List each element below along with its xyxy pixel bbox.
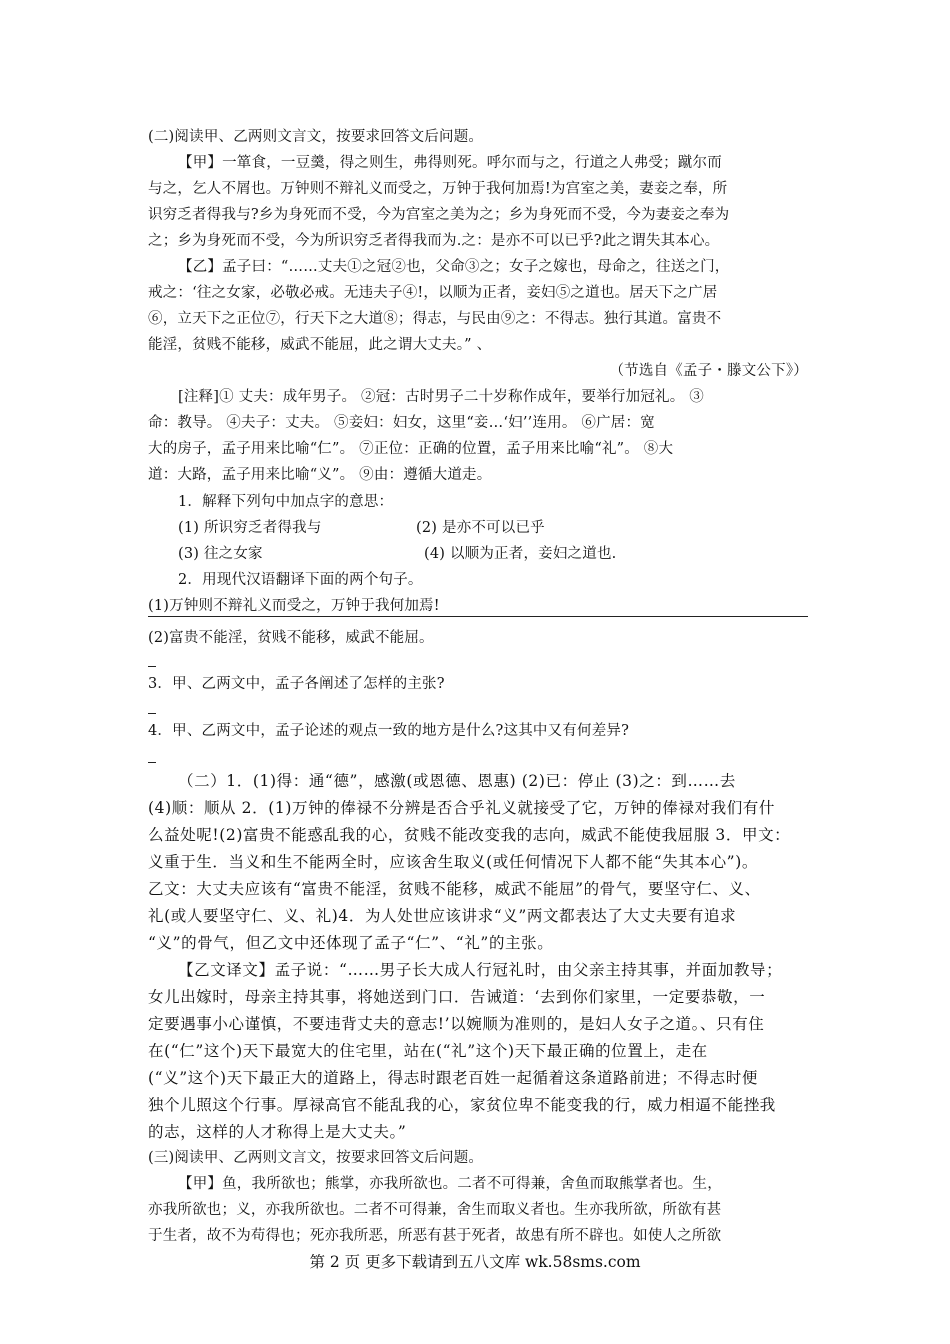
answer-key-line: 乙文：大丈夫应该有“富贵不能淫，贫贱不能移，威武不能屈”的骨气，要坚守仁、义、: [148, 880, 761, 898]
section-heading: (三)阅读甲、乙两则文言文，按要求回答文后问题。: [148, 1150, 484, 1166]
passage-yi-line: 能淫，贫贱不能移，威武不能屈，此之谓大丈夫。” 、: [148, 337, 492, 353]
answer-line: [148, 616, 808, 617]
passage-jia-line: 于生者，故不为苟得也；死亦我所恶，所恶有甚于死者，故患有所不辟也。如使人之所欲: [148, 1228, 722, 1244]
question-1: 1．解释下列句中加点字的意思：: [178, 494, 394, 510]
question-1-item-1: (1) 所识穷乏者得我与: [178, 520, 322, 536]
notes-line: [注释]① 丈夫：成年男子。 ②冠：古时男子二十岁称作成年，要举行加冠礼。 ③: [178, 389, 704, 405]
answer-blank: [148, 713, 156, 714]
answer-key-line: 义重于生．当义和生不能两全时，应该舍生取义(或任何情况下人都不能“失其本心”)。: [148, 853, 758, 871]
translation-line: (“义”这个)天下最正大的道路上，得志时跟老百姓一起循着这条道路前进；不得志时便: [148, 1069, 758, 1087]
answer-blank: [148, 666, 156, 667]
translation-line: 【乙文译文】孟子说：“……男子长大成人行冠礼时，由父亲主持其事，并面加教导；: [178, 961, 783, 979]
passage-jia-line: 亦我所欲也；义，亦我所欲也。二者不可得兼，舍生而取义者也。生亦我所欲，所欲有甚: [148, 1202, 722, 1218]
translation-line: 定要遇事小心谨慎，不要违背丈夫的意志!’以婉顺为准则的，是妇人女子之道。、只有住: [148, 1015, 765, 1033]
passage-jia-line: 与之，乞人不屑也。万钟则不辩礼义而受之，万钟于我何加焉!为宫室之美，妻妾之奉，所: [148, 181, 728, 197]
question-3: 3．甲、乙两文中，孟子各阐述了怎样的主张?: [148, 676, 445, 692]
notes-line: 命：教导。 ④夫子：丈夫。 ⑤妾妇：妇女，这里“妾…‘妇’’连用。 ⑥广居：宽: [148, 415, 655, 431]
passage-jia-line: 【甲】鱼，我所欲也；熊掌，亦我所欲也。二者不可得兼，舍鱼而取熊掌者也。生，: [178, 1176, 722, 1192]
question-1-item-2: (2) 是亦不可以已乎: [416, 520, 545, 536]
notes-line: 道：大路，孟子用来比喻“义”。 ⑨由：遵循大道走。: [148, 467, 492, 483]
question-2: 2．用现代汉语翻译下面的两个句子。: [178, 572, 423, 588]
question-1-item-4: (4) 以顺为正者，妾妇之道也.: [424, 546, 617, 562]
question-4: 4．甲、乙两文中，孟子论述的观点一致的地方是什么?这其中又有何差异?: [148, 723, 630, 739]
answer-key-line: （二）1．(1)得：通“德”，感激(或恩德、恩惠) (2)已：停止 (3)之：到……去: [178, 772, 736, 790]
passage-jia-line: 识穷乏者得我与?乡为身死而不受，今为宫室之美为之；乡为身死而不受，今为妻妾之奉为: [148, 207, 730, 223]
translation-line: 的志，这样的人才称得上是大丈夫。”: [148, 1123, 407, 1141]
answer-blank: [148, 762, 156, 763]
translation-line: 女儿出嫁时，母亲主持其事，将她送到门口．告诫道：‘去到你们家里，一定要恭敬，一: [148, 988, 766, 1006]
source-citation: （节选自《孟子・滕文公下》）: [609, 363, 808, 379]
question-2-sentence-2: (2)富贵不能淫，贫贱不能移，威武不能屈。: [148, 630, 434, 646]
answer-key-line: 么益处呢!(2)富贵不能惑乱我的心，贫贱不能改变我的志向，威武不能使我屈服 3．甲文：: [148, 826, 791, 844]
answer-key-line: 礼(或人要坚守仁、义、礼)4．为人处世应该讲求“义”两文都表达了大丈夫要有追求: [148, 907, 737, 925]
passage-jia-line: 【甲】一箪食，一豆羹，得之则生，弗得则死。呼尔而与之，行道之人弗受；蹴尔而: [178, 155, 722, 171]
passage-yi-line: ⑥，立天下之正位⑦，行天下之大道⑧；得志，与民由⑨之：不得志。独行其道。富贵不: [148, 311, 722, 327]
answer-key-line: “义”的骨气，但乙文中还体现了孟子“仁”、“礼”的主张。: [148, 934, 554, 952]
answer-key-line: (4)顺：顺从 2．(1)万钟的俸禄不分辨是否合乎礼义就接受了它，万钟的俸禄对我们有什: [148, 799, 776, 817]
passage-yi-line: 戒之：‘往之女家，必敬必戒。无违夫子④!，以顺为正者，妾妇⑤之道也。居天下之广居: [148, 285, 718, 301]
translation-line: 独个儿照这个行事。厚禄高官不能乱我的心，家贫位卑不能变我的行，威力相逼不能挫我: [148, 1096, 776, 1114]
passage-yi-line: 【乙】孟子曰：“……丈夫①之冠②也，父命③之；女子之嫁也，母命之，往送之门，: [178, 259, 730, 275]
notes-line: 大的房子，孟子用来比喻“仁”。 ⑦正位：正确的位置，孟子用来比喻“礼”。 ⑧大: [148, 441, 674, 457]
section-heading: (二)阅读甲、乙两则文言文，按要求回答文后问题。: [148, 129, 484, 145]
page-footer: 第 2 页 更多下载请到五八文库 wk.58sms.com: [309, 1253, 641, 1271]
passage-jia-line: 之；乡为身死而不受，今为所识穷乏者得我而为.之：是亦不可以已乎?此之谓失其本心。: [148, 233, 720, 249]
translation-line: 在(“仁”这个)天下最宽大的住宅里，站在(“礼”这个)天下最正确的位置上，走在: [148, 1042, 708, 1060]
question-2-sentence-1: (1)万钟则不辩礼义而受之，万钟于我何加焉!: [148, 598, 440, 614]
question-1-item-3: (3) 往之女家: [178, 546, 263, 562]
